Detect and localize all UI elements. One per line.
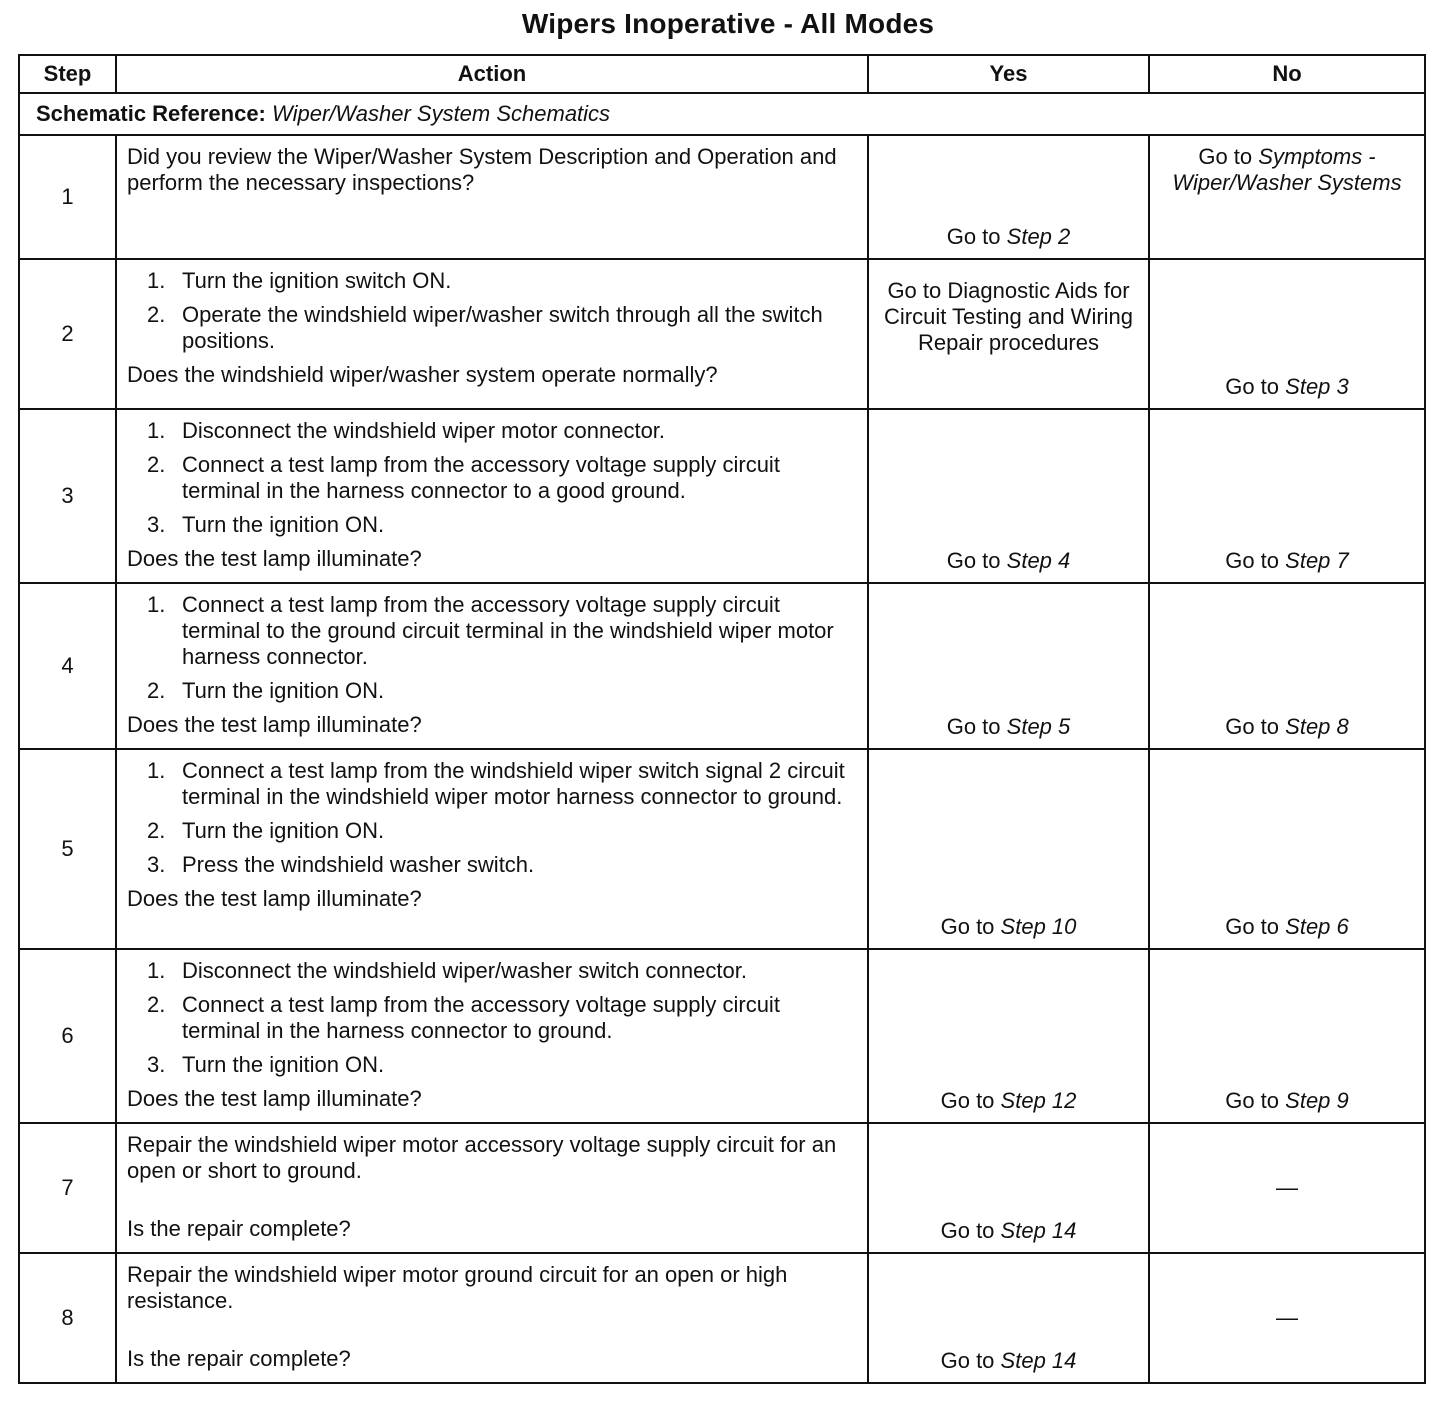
table-row bbox=[19, 135, 1425, 259]
yes-cell[interactable] bbox=[868, 949, 1149, 1123]
action-item: 1. Turn the ignition switch ON. bbox=[147, 268, 452, 293]
table-row bbox=[19, 409, 1425, 583]
action-cell bbox=[116, 949, 868, 1123]
no-link[interactable]: Step 6 bbox=[1285, 914, 1349, 939]
step-number: 5 bbox=[19, 749, 116, 949]
action-list bbox=[127, 418, 857, 538]
yes-cell[interactable] bbox=[868, 259, 1149, 409]
no-prefix: Go to bbox=[1225, 914, 1280, 939]
table-row bbox=[19, 583, 1425, 749]
yes-prefix: Go to bbox=[946, 714, 1001, 739]
no-prefix: Go to bbox=[1198, 144, 1253, 169]
header-yes: Yes bbox=[868, 55, 1149, 93]
action-item: 1. Connect a test lamp from the windshield wiper switch signal 2 circuit terminal in the windshield wiper motor harness connector to ground. bbox=[147, 758, 845, 809]
yes-link[interactable]: Step 4 bbox=[1006, 548, 1071, 573]
action-text: Did you review the Wiper/Washer System Description and Operation and perform the necessary inspections? bbox=[127, 144, 837, 195]
action-question: Does the test lamp illuminate? bbox=[127, 886, 422, 911]
schematic-reference-label: Schematic Reference: bbox=[36, 101, 266, 126]
header-no: No bbox=[1149, 55, 1425, 93]
action-cell bbox=[116, 135, 868, 259]
no-cell[interactable] bbox=[1149, 949, 1425, 1123]
action-item: 2. Turn the ignition ON. bbox=[147, 678, 385, 703]
action-list bbox=[127, 758, 857, 878]
step-number: 3 bbox=[19, 409, 116, 583]
table-row bbox=[19, 949, 1425, 1123]
action-text: Repair the windshield wiper motor ground circuit for an open or high resistance. bbox=[127, 1262, 788, 1313]
action-list bbox=[127, 958, 857, 1078]
action-item: 3. Turn the ignition ON. bbox=[147, 512, 385, 537]
yes-prefix: Go to bbox=[940, 914, 995, 939]
yes-cell[interactable] bbox=[868, 135, 1149, 259]
page-title: Wipers Inoperative - All Modes bbox=[521, 8, 935, 39]
action-item: 2. Turn the ignition ON. bbox=[147, 818, 385, 843]
yes-link[interactable]: Step 14 bbox=[1000, 1218, 1077, 1243]
action-question: Does the test lamp illuminate? bbox=[127, 1086, 422, 1111]
yes-cell[interactable] bbox=[868, 409, 1149, 583]
table-row bbox=[19, 749, 1425, 949]
action-item: 1. Connect a test lamp from the accessory voltage supply circuit terminal to the ground circuit terminal in the windshield wiper motor harness connector. bbox=[147, 592, 834, 669]
header-step: Step bbox=[19, 55, 116, 93]
yes-prefix: Go to bbox=[946, 548, 1001, 573]
action-item: 1. Disconnect the windshield wiper/washer switch connector. bbox=[147, 958, 747, 983]
no-link[interactable]: Step 8 bbox=[1285, 714, 1349, 739]
yes-link[interactable]: Step 12 bbox=[1000, 1088, 1077, 1113]
action-list bbox=[127, 268, 857, 354]
no-cell bbox=[1149, 1253, 1425, 1383]
action-question: Does the windshield wiper/washer system operate normally? bbox=[127, 362, 718, 387]
yes-link[interactable]: Step 2 bbox=[1006, 224, 1071, 249]
step-number: 1 bbox=[19, 135, 116, 259]
header-row bbox=[19, 55, 1425, 93]
step-number: 8 bbox=[19, 1253, 116, 1383]
yes-link[interactable]: Step 5 bbox=[1006, 714, 1071, 739]
schematic-reference-row bbox=[19, 93, 1425, 135]
action-cell bbox=[116, 259, 868, 409]
yes-link[interactable]: Step 10 bbox=[1000, 914, 1077, 939]
yes-cell[interactable] bbox=[868, 1123, 1149, 1253]
no-cell[interactable] bbox=[1149, 135, 1425, 259]
no-prefix: Go to bbox=[1225, 548, 1280, 573]
step-number: 4 bbox=[19, 583, 116, 749]
action-question: Does the test lamp illuminate? bbox=[127, 712, 422, 737]
yes-prefix: Go to bbox=[946, 224, 1001, 249]
step-number: 2 bbox=[19, 259, 116, 409]
yes-prefix: Go to bbox=[940, 1088, 995, 1113]
action-list bbox=[127, 592, 857, 704]
action-cell bbox=[116, 1123, 868, 1253]
action-item: 3. Press the windshield washer switch. bbox=[147, 852, 535, 877]
no-cell[interactable] bbox=[1149, 583, 1425, 749]
no-dash: — bbox=[1276, 1175, 1298, 1200]
action-question: Is the repair complete? bbox=[127, 1216, 351, 1241]
no-cell[interactable] bbox=[1149, 749, 1425, 949]
step-number: 7 bbox=[19, 1123, 116, 1253]
no-link[interactable]: Symptoms - Wiper/Washer Systems bbox=[1172, 144, 1402, 195]
schematic-reference-link[interactable]: Wiper/Washer System Schematics bbox=[272, 101, 611, 126]
yes-cell[interactable] bbox=[868, 749, 1149, 949]
no-prefix: Go to bbox=[1225, 374, 1280, 399]
no-link[interactable]: Step 9 bbox=[1285, 1088, 1349, 1113]
diagnostic-table bbox=[18, 54, 1426, 1384]
action-item: 1. Disconnect the windshield wiper motor connector. bbox=[147, 418, 666, 443]
action-item: 2. Operate the windshield wiper/washer switch through all the switch positions. bbox=[147, 302, 823, 353]
no-link[interactable]: Step 7 bbox=[1285, 548, 1349, 573]
action-question: Does the test lamp illuminate? bbox=[127, 546, 422, 571]
action-cell bbox=[116, 1253, 868, 1383]
step-number: 6 bbox=[19, 949, 116, 1123]
schematic-reference bbox=[19, 93, 1425, 135]
yes-prefix: Go to bbox=[940, 1348, 995, 1373]
action-item: 3. Turn the ignition ON. bbox=[147, 1052, 385, 1077]
action-cell bbox=[116, 749, 868, 949]
table-row bbox=[19, 1123, 1425, 1253]
yes-text[interactable]: Go to Diagnostic Aids for Circuit Testing and Wiring Repair procedures bbox=[883, 278, 1134, 355]
table-row bbox=[19, 259, 1425, 409]
table-row bbox=[19, 1253, 1425, 1383]
no-dash: — bbox=[1276, 1305, 1298, 1330]
no-prefix: Go to bbox=[1225, 714, 1280, 739]
yes-cell[interactable] bbox=[868, 583, 1149, 749]
no-cell bbox=[1149, 1123, 1425, 1253]
action-item: 2. Connect a test lamp from the accessory voltage supply circuit terminal in the harness connector to ground. bbox=[147, 992, 780, 1043]
yes-prefix: Go to bbox=[940, 1218, 995, 1243]
yes-link[interactable]: Step 14 bbox=[1000, 1348, 1077, 1373]
action-cell bbox=[116, 409, 868, 583]
action-text: Repair the windshield wiper motor accessory voltage supply circuit for an open or short to ground. bbox=[127, 1132, 837, 1183]
no-cell[interactable] bbox=[1149, 409, 1425, 583]
yes-cell[interactable] bbox=[868, 1253, 1149, 1383]
action-cell bbox=[116, 583, 868, 749]
header-action: Action bbox=[116, 55, 868, 93]
no-cell[interactable] bbox=[1149, 259, 1425, 409]
no-link[interactable]: Step 3 bbox=[1285, 374, 1349, 399]
action-item: 2. Connect a test lamp from the accessory voltage supply circuit terminal in the harness connector to a good ground. bbox=[147, 452, 780, 503]
action-question: Is the repair complete? bbox=[127, 1346, 351, 1371]
no-prefix: Go to bbox=[1225, 1088, 1280, 1113]
